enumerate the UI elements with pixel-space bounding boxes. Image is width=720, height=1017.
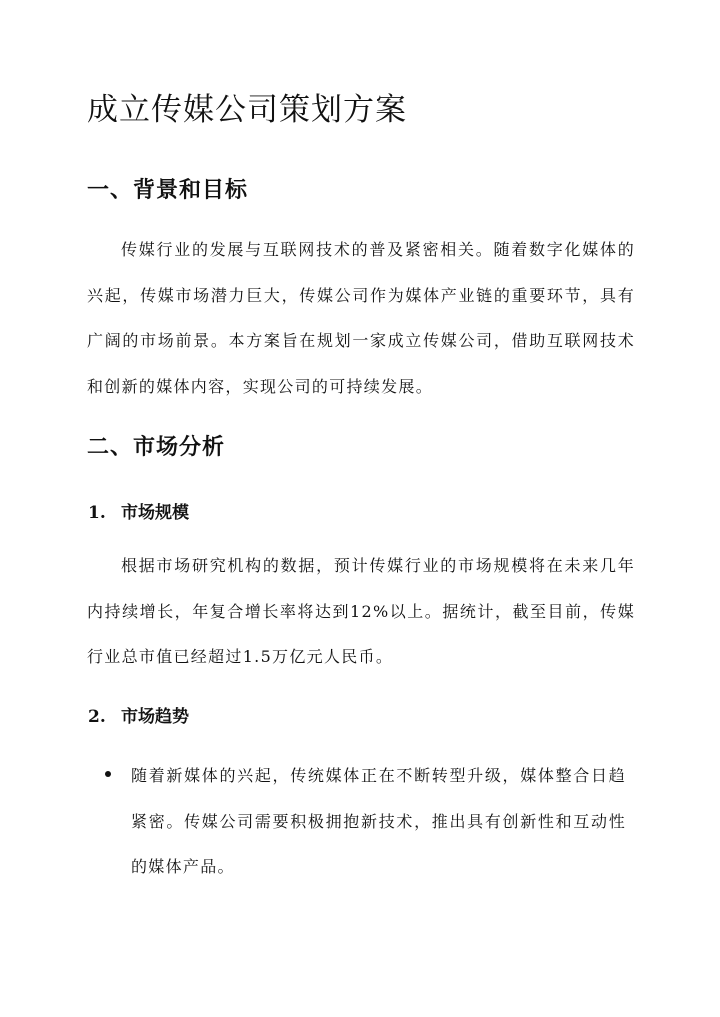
background-paragraph: 传媒行业的发展与互联网技术的普及紧密相关。随着数字化媒体的兴起，传媒市场潜力巨大，传媒公司作为媒体产业链的重要环节，具有广阔的市场前景。本方案旨在规划一家成立传媒公司，借助互联网技术和创新的媒体内容，实现公司的可持续发展。	[87, 240, 635, 396]
subsection-title: 市场规模	[121, 503, 189, 523]
document-title: 成立传媒公司策划方案	[87, 92, 407, 128]
section-heading-background: 一、背景和目标	[87, 177, 249, 203]
subsection-heading-market-trend	[88, 702, 189, 727]
subsection-number: 2.	[88, 707, 106, 727]
subsection-heading-market-size	[88, 498, 189, 523]
subsection-title: 市场趋势	[121, 707, 189, 727]
bullet-text: 随着新媒体的兴起，传统媒体正在不断转型升级，媒体整合日趋紧密。传媒公司需要积极拥抱新技术，推出具有创新性和互动性的媒体产品。	[131, 766, 626, 876]
market-size-paragraph: 根据市场研究机构的数据，预计传媒行业的市场规模将在未来几年内持续增长，年复合增长率将达到12%以上。据统计，截至目前，传媒行业总市值已经超过1.5万亿元人民币。	[87, 556, 635, 666]
section-heading-market-analysis: 二、市场分析	[87, 434, 226, 460]
subsection-number: 1.	[88, 503, 106, 523]
bullet-dot-icon	[105, 771, 111, 777]
